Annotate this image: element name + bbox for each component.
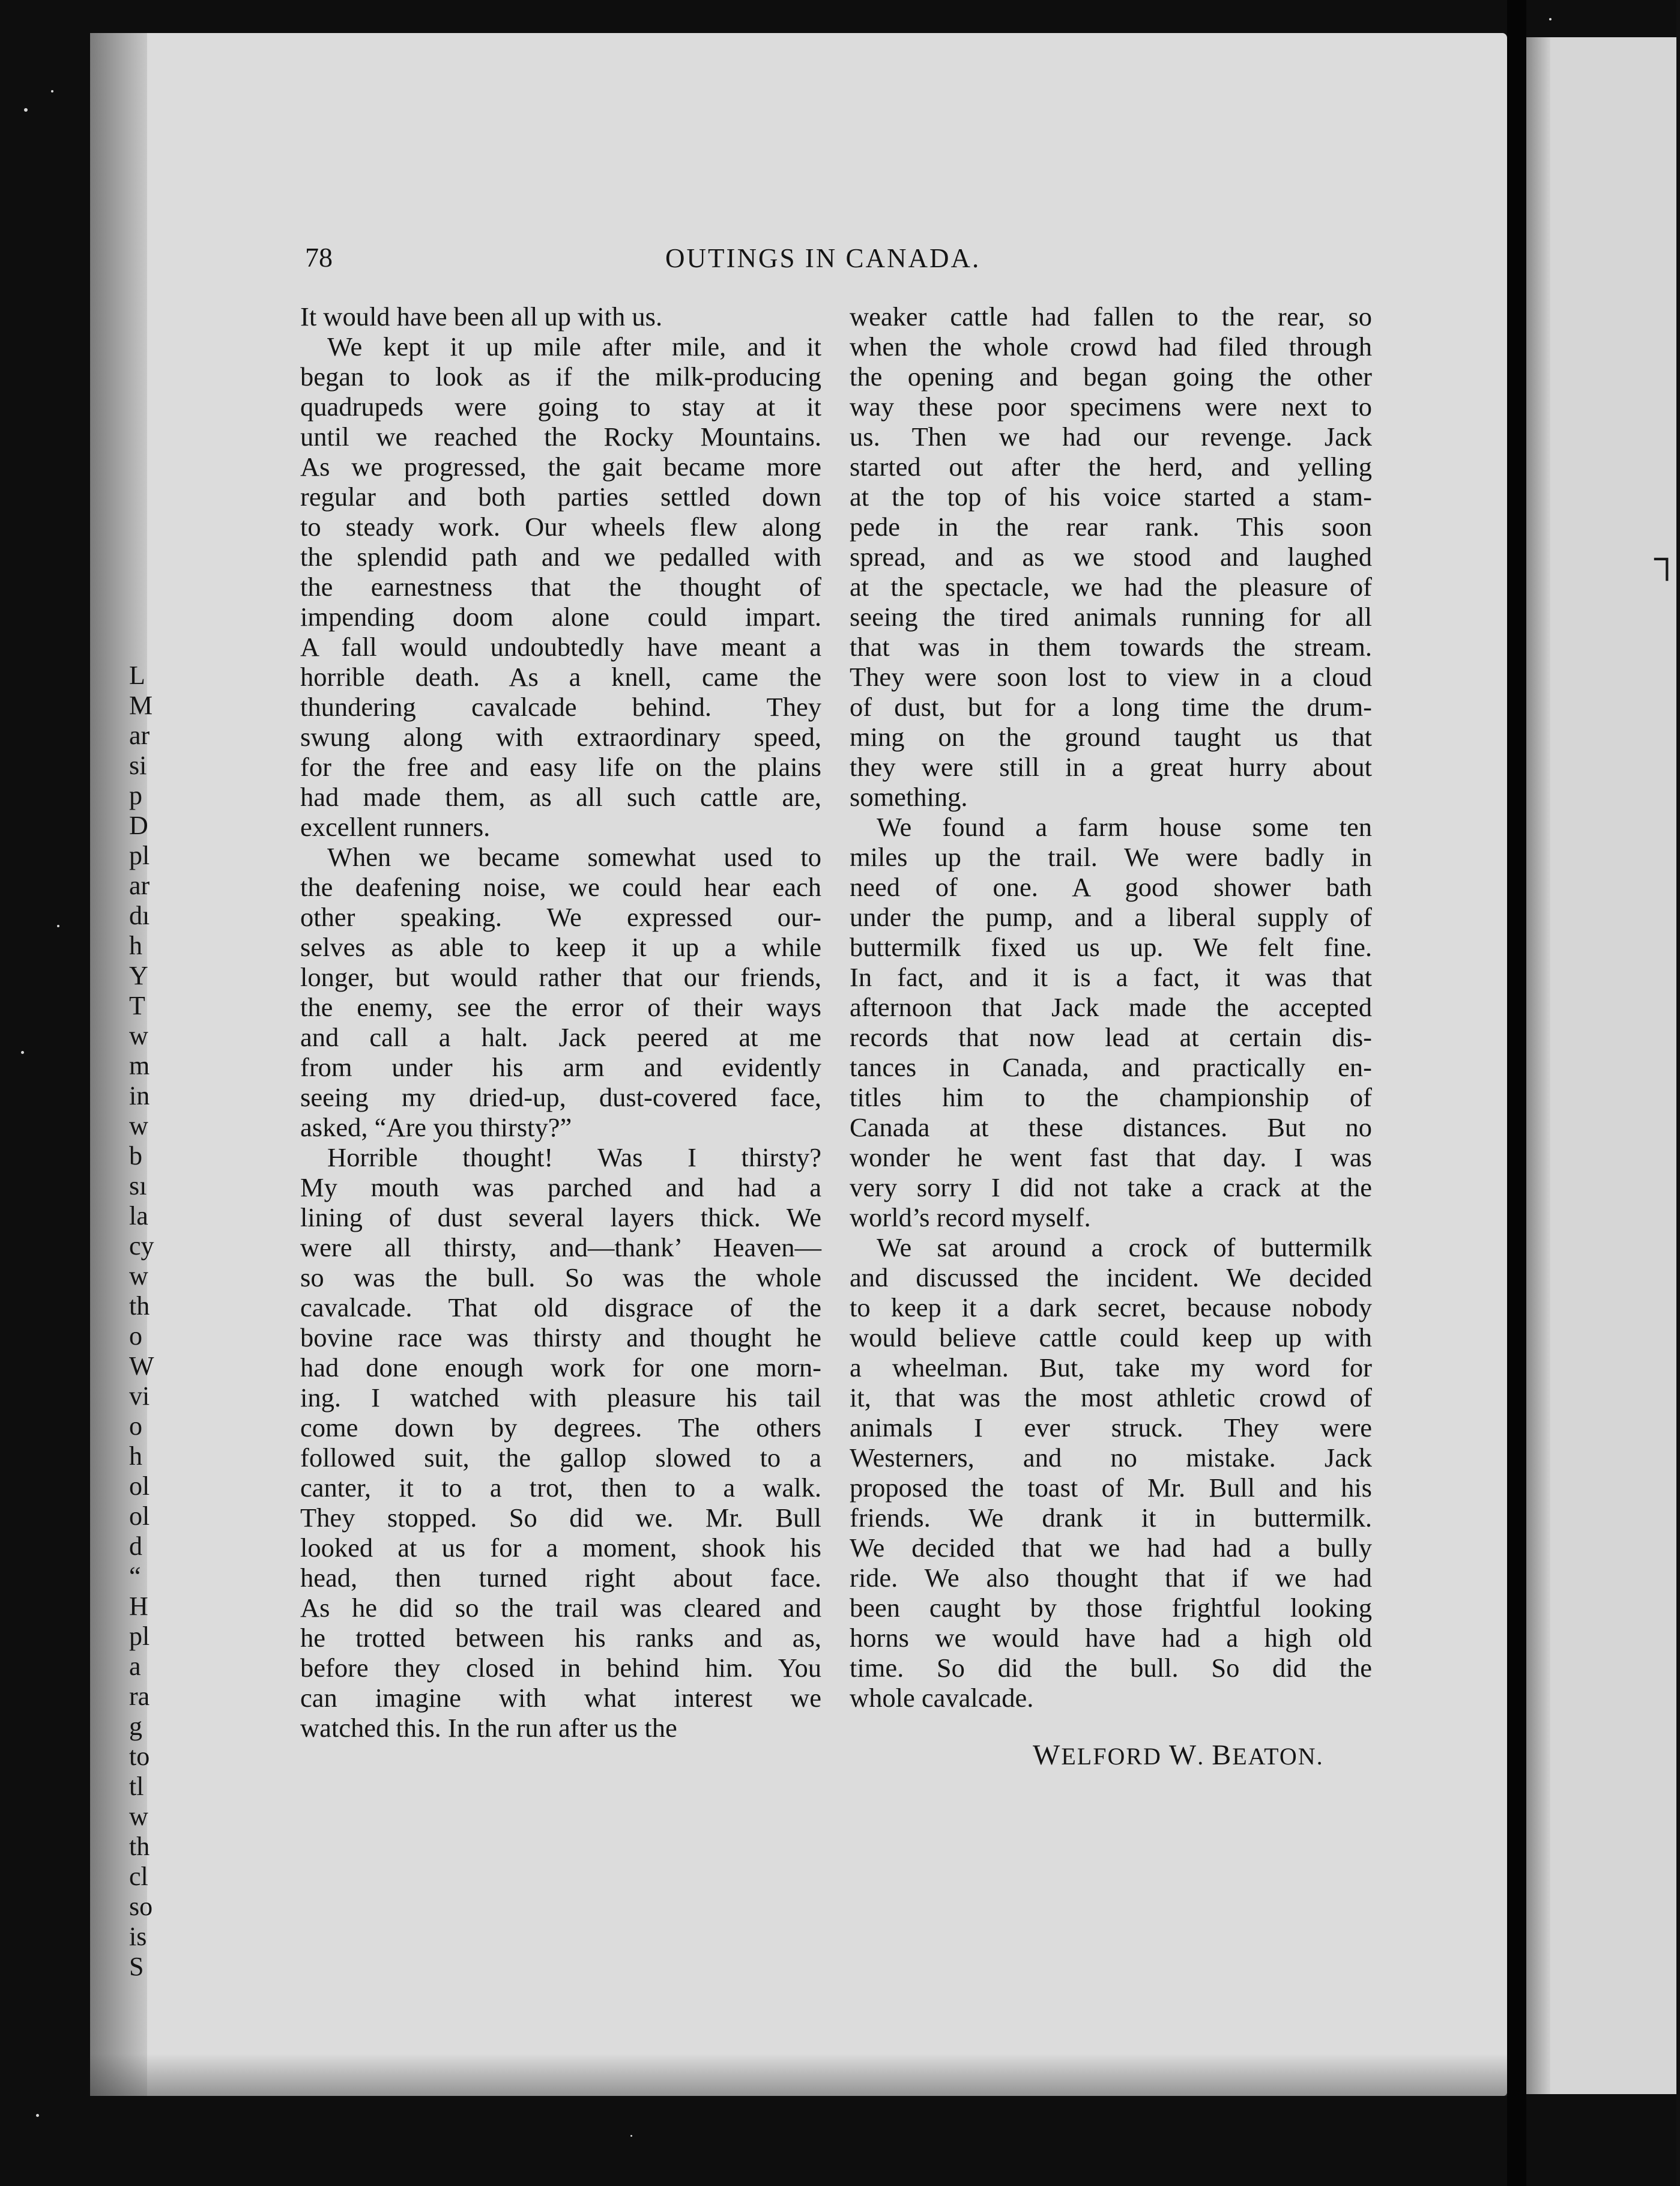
- text-line: Horrible thought! Was I thirsty?: [327, 1142, 821, 1172]
- scan-speck: [57, 925, 59, 927]
- text-line: way these poor specimens were next to: [850, 392, 1372, 422]
- book-gutter: [1507, 0, 1526, 2186]
- right-page-fragment-line: p: [129, 781, 142, 810]
- text-line: of dust, but for a long time the drum-: [850, 692, 1372, 722]
- right-page-fragment-line: m: [129, 1051, 150, 1080]
- right-page-fragment-line: ol: [129, 1471, 150, 1501]
- scan-speck: [630, 2135, 632, 2137]
- text-line: they were still in a great hurry about: [850, 752, 1372, 782]
- text-line: canter, it to a trot, then to a walk.: [300, 1473, 821, 1503]
- scan-speck: [24, 108, 28, 112]
- signature-word: W.: [1168, 1739, 1205, 1771]
- text-line: tances in Canada, and practically en-: [850, 1052, 1372, 1082]
- scan-speck: [51, 90, 53, 92]
- text-line: buttermilk fixed us up. We felt fine.: [850, 932, 1372, 962]
- right-page-fragment-line: cy: [129, 1231, 154, 1261]
- text-line: thundering cavalcade behind. They: [300, 692, 821, 722]
- right-page-initial-glyph: ┐: [1654, 538, 1680, 578]
- text-line: We kept it up mile after mile, and it: [327, 332, 821, 362]
- text-line: head, then turned right about face.: [300, 1563, 821, 1593]
- right-page-fragment-line: T: [129, 991, 145, 1020]
- text-line: until we reached the Rocky Mountains.: [300, 422, 821, 452]
- text-line: were all thirsty, and—thank’ Heaven—: [300, 1232, 821, 1262]
- text-line: cavalcade. That old disgrace of the: [300, 1292, 821, 1322]
- right-page-fragment-line: ar: [129, 721, 150, 750]
- right-page-fragment-line: pl: [129, 1621, 150, 1651]
- text-line: would believe cattle could keep up with: [850, 1322, 1372, 1352]
- right-page-fragment-line: th: [129, 1291, 150, 1321]
- right-page-fragment-line: is: [129, 1922, 147, 1951]
- text-line: from under his arm and evidently: [300, 1052, 821, 1082]
- text-line: at the spectacle, we had the pleasure of: [850, 572, 1372, 602]
- text-line: A fall would undoubtedly have meant a: [300, 632, 821, 662]
- running-head: OUTINGS IN CANADA.: [665, 243, 981, 273]
- text-line: They stopped. So did we. Mr. Bull: [300, 1503, 821, 1533]
- text-line: can imagine with what interest we: [300, 1683, 821, 1713]
- right-page-fragment-line: w: [129, 1111, 148, 1140]
- signature-word: WELFORD: [1033, 1739, 1162, 1771]
- right-page-fragment-line: ol: [129, 1501, 150, 1531]
- text-line: swung along with extraordinary speed,: [300, 722, 821, 752]
- right-page-fragment-line: so: [129, 1892, 153, 1921]
- text-line: horrible death. As a knell, came the: [300, 662, 821, 692]
- text-line: the splendid path and we pedalled with: [300, 542, 821, 572]
- right-page-fragment-line: h: [129, 931, 142, 960]
- right-page-fragment-line: vi: [129, 1381, 150, 1411]
- right-page-fragment-line: S: [129, 1952, 144, 1981]
- text-line: the enemy, see the error of their ways: [300, 992, 821, 1022]
- right-page-fragment-line: ar: [129, 871, 150, 900]
- right-page-fragment-line: pl: [129, 841, 150, 870]
- author-signature: [1033, 1739, 1324, 1772]
- right-page-fragment-line: D: [129, 811, 148, 840]
- scan-speck: [1549, 18, 1552, 20]
- text-line: something.: [850, 782, 968, 812]
- scan-speck: [36, 2114, 39, 2117]
- text-line: ride. We also thought that if we had: [850, 1563, 1372, 1593]
- right-page-shadow: [1526, 37, 1550, 2094]
- text-line: the opening and began going the other: [850, 362, 1372, 392]
- right-page-fragment-line: w: [129, 1802, 148, 1831]
- text-line: As he did so the trail was cleared and: [300, 1593, 821, 1623]
- right-page-fragment-line: ra: [129, 1682, 150, 1711]
- text-line: quadrupeds were going to stay at it: [300, 392, 821, 422]
- text-line: records that now lead at certain dis-: [850, 1022, 1372, 1052]
- text-line: been caught by those frightful looking: [850, 1593, 1372, 1623]
- text-line: animals I ever struck. They were: [850, 1412, 1372, 1443]
- right-page-fragment-line: d: [129, 1531, 142, 1561]
- text-line: spread, and as we stood and laughed: [850, 542, 1372, 572]
- text-line: proposed the toast of Mr. Bull and his: [850, 1473, 1372, 1503]
- text-line: watched this. In the run after us the: [300, 1713, 677, 1743]
- text-line: My mouth was parched and had a: [300, 1172, 821, 1202]
- right-page-fragment-line: sı: [129, 1171, 147, 1200]
- text-line: pede in the rear rank. This soon: [850, 512, 1372, 542]
- text-line: a wheelman. But, take my word for: [850, 1352, 1372, 1382]
- text-line: started out after the herd, and yelling: [850, 452, 1372, 482]
- right-page-fragment-line: w: [129, 1021, 148, 1050]
- text-line: In fact, and it is a fact, it was that: [850, 962, 1372, 992]
- text-line: seeing my dried-up, dust-covered face,: [300, 1082, 821, 1112]
- text-line: wonder he went fast that day. I was: [850, 1142, 1372, 1172]
- text-line: us. Then we had our revenge. Jack: [850, 422, 1372, 452]
- text-line: before they closed in behind him. You: [300, 1653, 821, 1683]
- text-line: ming on the ground taught us that: [850, 722, 1372, 752]
- text-line: it, that was the most athletic crowd of: [850, 1382, 1372, 1412]
- text-line: We decided that we had had a bully: [850, 1533, 1372, 1563]
- right-page-fragment-line: o: [129, 1411, 142, 1441]
- text-line: that was in them towards the stream.: [850, 632, 1372, 662]
- text-line: time. So did the bull. So did the: [850, 1653, 1372, 1683]
- text-line: he trotted between his ranks and as,: [300, 1623, 821, 1653]
- text-line: selves as able to keep it up a while: [300, 932, 821, 962]
- text-line: so was the bull. So was the whole: [300, 1262, 821, 1292]
- text-line: other speaking. We expressed our-: [300, 902, 821, 932]
- text-line: Canada at these distances. But no: [850, 1112, 1372, 1142]
- text-line: had done enough work for one morn-: [300, 1352, 821, 1382]
- right-page-fragment-line: o: [129, 1321, 142, 1351]
- text-line: had made them, as all such cattle are,: [300, 782, 821, 812]
- right-page-fragment-line: si: [129, 751, 147, 780]
- text-line: bovine race was thirsty and thought he: [300, 1322, 821, 1352]
- text-line: come down by degrees. The others: [300, 1412, 821, 1443]
- text-line: afternoon that Jack made the accepted: [850, 992, 1372, 1022]
- text-line: very sorry I did not take a crack at the: [850, 1172, 1372, 1202]
- text-line: impending doom alone could impart.: [300, 602, 821, 632]
- text-line: Westerners, and no mistake. Jack: [850, 1443, 1372, 1473]
- right-page-fragment-line: cl: [129, 1862, 148, 1891]
- text-line: followed suit, the gallop slowed to a: [300, 1443, 821, 1473]
- text-line: horns we would have had a high old: [850, 1623, 1372, 1653]
- text-line: for the free and easy life on the plains: [300, 752, 821, 782]
- text-line: asked, “Are you thirsty?”: [300, 1112, 572, 1142]
- text-line: excellent runners.: [300, 812, 491, 842]
- text-line: friends. We drank it in buttermilk.: [850, 1503, 1372, 1533]
- text-line: We sat around a crock of buttermilk: [877, 1232, 1372, 1262]
- text-line: the earnestness that the thought of: [300, 572, 821, 602]
- signature-word: BEATON.: [1212, 1739, 1324, 1771]
- text-line: looked at us for a moment, shook his: [300, 1533, 821, 1563]
- right-page-fragment-line: in: [129, 1081, 150, 1110]
- text-line: seeing the tired animals running for all: [850, 602, 1372, 632]
- text-line: They were soon lost to view in a cloud: [850, 662, 1372, 692]
- text-line: and call a halt. Jack peered at me: [300, 1022, 821, 1052]
- text-line: As we progressed, the gait became more: [300, 452, 821, 482]
- right-page-fragment-line: W: [129, 1351, 154, 1381]
- right-page-fragment-line: tl: [129, 1772, 144, 1801]
- right-page-fragment: [1526, 37, 1676, 2094]
- right-page-fragment-line: dı: [129, 901, 150, 930]
- page-bottom-shadow: [90, 2054, 1507, 2096]
- right-page-fragment-line: L: [129, 661, 145, 690]
- scan-speck: [21, 1051, 24, 1054]
- text-line: need of one. A good shower bath: [850, 872, 1372, 902]
- text-line: miles up the trail. We were badly in: [850, 842, 1372, 872]
- text-line: the deafening noise, we could hear each: [300, 872, 821, 902]
- right-page-fragment-line: “: [129, 1561, 141, 1591]
- text-line: and discussed the incident. We decided: [850, 1262, 1372, 1292]
- right-page-fragment-line: Y: [129, 961, 148, 990]
- text-line: longer, but would rather that our friends,: [300, 962, 821, 992]
- text-line: regular and both parties settled down: [300, 482, 821, 512]
- right-page-fragment-line: w: [129, 1261, 148, 1291]
- right-page-fragment-line: H: [129, 1591, 148, 1621]
- right-page-fragment-line: b: [129, 1141, 142, 1170]
- right-page-fragment-line: th: [129, 1832, 150, 1861]
- text-line: world’s record myself.: [850, 1202, 1091, 1232]
- right-page-fragment-line: M: [129, 691, 153, 720]
- text-line: titles him to the championship of: [850, 1082, 1372, 1112]
- text-line: when the whole crowd had filed through: [850, 332, 1372, 362]
- text-line: to keep it a dark secret, because nobody: [850, 1292, 1372, 1322]
- text-line: weaker cattle had fallen to the rear, so: [850, 301, 1372, 332]
- text-line: It would have been all up with us.: [300, 301, 663, 332]
- right-page-fragment-line: g: [129, 1712, 142, 1741]
- text-line: When we became somewhat used to: [327, 842, 821, 872]
- text-line: whole cavalcade.: [850, 1683, 1034, 1713]
- text-line: under the pump, and a liberal supply of: [850, 902, 1372, 932]
- right-page-fragment-line: to: [129, 1742, 150, 1771]
- text-line: ing. I watched with pleasure his tail: [300, 1382, 821, 1412]
- text-line: at the top of his voice started a stam-: [850, 482, 1372, 512]
- page-number: 78: [305, 242, 333, 273]
- text-line: lining of dust several layers thick. We: [300, 1202, 821, 1232]
- text-line: We found a farm house some ten: [877, 812, 1372, 842]
- text-line: began to look as if the milk-producing: [300, 362, 821, 392]
- right-page-fragment-line: a: [129, 1652, 141, 1681]
- right-page-fragment-line: la: [129, 1201, 148, 1231]
- right-page-fragment-line: h: [129, 1441, 142, 1471]
- text-line: to steady work. Our wheels flew along: [300, 512, 821, 542]
